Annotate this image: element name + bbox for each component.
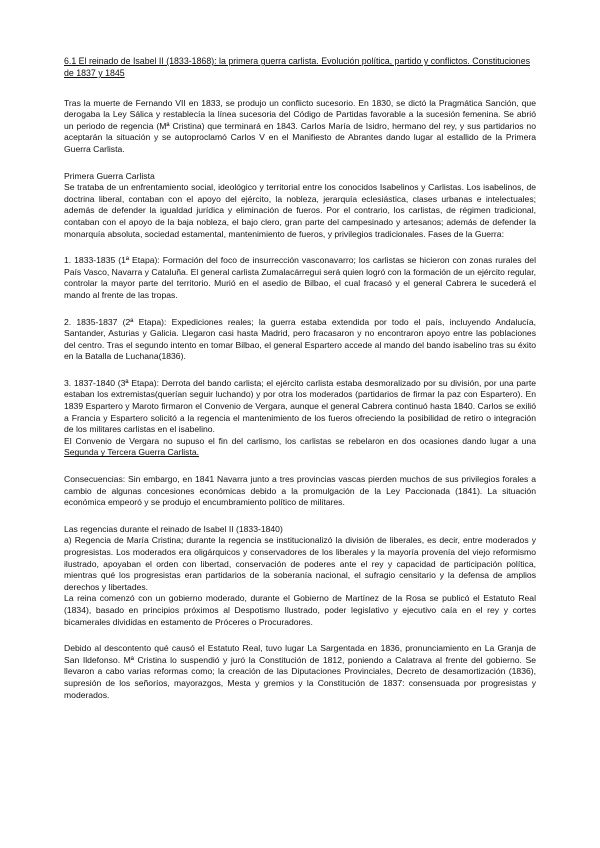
etapa-2-paragraph: 2. 1835-1837 (2ª Etapa): Expediciones reales; la guerra estaba extendida por todo el país, incluyendo Andalucía, Santander, Asturias y Galicia. Llegaron casi hasta Madrid, pero fracasaron y no encontraron apoyo entre las poblaciones del centro. Tras el segundo intento en tomar Bilbao, el general Espartero accede al mando del bando isabelino tras su éxito en la Batalla de Luchana(1836). (64, 316, 536, 362)
etapa-1-paragraph: 1. 1833-1835 (1ª Etapa): Formación del foco de insurrección vasconavarro; los carlistas se hicieron con zonas rurales del País Vasco, Navarra y Cataluña. El general carlista Zumalacárregui será quien logró con la formación de un ejército regular, controlar la mayor parte del territorio. Murió en el asedio de Bilbao, el cual fracasó y el general Cabrera le sucederá el mando al frente de las tropas. (64, 255, 536, 300)
convenio-note-paragraph (64, 436, 536, 459)
intro-paragraph: Tras la muerte de Fernando VII en 1833, se produjo un conflicto sucesorio. En 1830, se dictó la Pragmática Sanción, que derogaba la Ley Sálica y restablecía la línea sucesoria del Código de Partidas favorable a la sucesión femenina. Se abrió un periodo de regencia (Mª Cristina) que terminará en 1843. Carlos María de Isidro, hermano del rey, y sus partidarios no aceptarán la situación y se autoproclamó Carlos V en el Manifiesto de Abrantes dando lugar al estallido de la Primera Guerra Carlista. (64, 97, 536, 154)
consecuencias-paragraph: Consecuencias: Sin embargo, en 1841 Navarra junto a tres provincias vascas pierden muchos de sus privilegios forales a cambio de algunas concesiones económicas debido a la promulgación de la Ley Paccionada (1841). La situación económica empeoró y se produjo el encumbramiento político de militares. (64, 474, 536, 508)
regencia-maria-cristina-paragraph: a) Regencia de María Cristina; durante la regencia se institucionalizó la división de liberales, es decir, entre moderados y progresistas. Los moderados era oligárquicos y conservadores de los liberales y la mayoría provenía del viejo reformismo ilustrado, apoyaban el orden con libertad, conservación de poderes ante el rey y capacidad de participación política, mientras qué los progresistas eran partidarios de la soberanía nacional, el sufragio censitario y la defensa de amplios derechos y libertades. (64, 535, 536, 592)
page-title: 6.1 El reinado de Isabel II (1833-1868): la primera guerra carlista. Evolución política, partido y conflictos. Constituciones de 1837 y 1845 (64, 56, 530, 78)
primera-guerra-paragraph: Se trataba de un enfrentamiento social, ideológico y territorial entre los conocidos Isabelinos y Carlistas. Los isabelinos, de doctrina liberal, contaban con el apoyo del ejército, la nobleza, jerarquía eclesiástica, clases urbanas e intelectuales; además de defender la igualdad jurídica y eliminación de fueros. Por el contrario, los carlistas, de régimen tradicional, contaban con el apoyo de la baja nobleza, el bajo clero, gran parte del campesinado y artesanos; además de defender la monarquía absoluta, sociedad estamental, mantenimiento de fueros, y privilegios tradicionales. Fases de la Guerra: (64, 182, 536, 239)
section-heading-primera-guerra: Primera Guerra Carlista (64, 170, 155, 181)
convenio-note-text: El Convenio de Vergara no supuso el fin del carlismo, los carlistas se rebelaron en dos ocasiones dando lugar a una (64, 435, 536, 446)
segunda-tercera-guerra-link[interactable]: Segunda y Tercera Guerra Carlista. (64, 447, 200, 458)
section-heading-regencias: Las regencias durante el reinado de Isabel II (1833-1840) (64, 523, 283, 534)
descontento-paragraph: Debido al descontento qué causó el Estatuto Real, tuvo lugar La Sargentada en 1836, pronunciamiento en La Granja de San Ildefonso. Mª Cristina lo suspendió y juró la Constitución de 1812, poniendo a Calatrava al frente del gobierno. Se llevaron a cabo varias reformas como; la creación de las Diputaciones Provinciales, Decreto de desamortización (1836), supresión de los señoríos, mayorazgos, Mesta y gremios y la Constitución de 1837: consensuada por progresistas y moderados. (64, 643, 536, 700)
reina-gobierno-paragraph: La reina comenzó con un gobierno moderado, durante el Gobierno de Martínez de la Rosa se publicó el Estatuto Real (1834), basado en principios próximos al Despotismo Ilustrado, poder legislativo y ejecutivo caía en el rey y cortes bicamerales divididas en estamento de Próceres o Procuradores. (64, 593, 536, 627)
etapa-3-paragraph: 3. 1837-1840 (3ª Etapa): Derrota del bando carlista; el ejército carlista estaba desmoralizado por su división, por una parte estaban los extremistas(querían seguir luchando) y por otra los moderados (partidarios de firmar la paz con Espartero). En 1839 Espartero y Maroto firmaron el Convenio de Vergara, aunque el general Cabrera continuó hasta 1840. Carlos se exilió a Francia y Espartero solicitó a la regencia el mantenimiento de los fueros ofreciendo la posibilidad de retiro o integración de los militares carlistas en el isabelino. (64, 377, 536, 435)
